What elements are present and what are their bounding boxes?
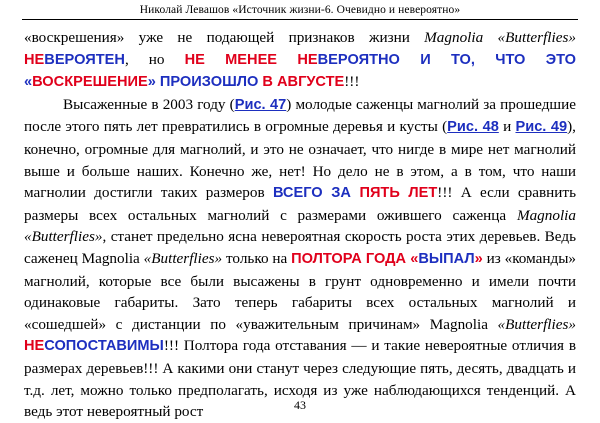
paragraph-1 <box>24 27 576 94</box>
figure-link-47[interactable]: Рис. 47 <box>234 96 287 113</box>
text-run: !!! Полтора года отставания — и такие невероятные отличия в размерах деревьев!!! А какими они станут через следующие пять, десять, двадцать и т.д. лет, можно только предполагать, исходя из уже наблюдающихся тенденций. А ведь этот невероятный рост <box>24 337 576 421</box>
highlight-blue: » ПРОИЗОШЛО <box>147 74 263 91</box>
highlight-blue: ВЕРОЯТНО И ТО, ЧТО ЭТО « <box>24 51 576 91</box>
page-body <box>24 27 576 423</box>
running-header: Николай Левашов «Источник жизни-6. Очевидно и невероятно» <box>139 4 461 16</box>
highlight-red: НЕ <box>24 51 45 68</box>
paragraph-2 <box>24 94 576 423</box>
highlight-red: ВОСКРЕШЕНИЕ <box>32 74 148 91</box>
text-run: из «команды» магнолий, которые все были высажены в грунт одновременно и имели почти одинаковые габариты. Зато теперь габариты всех остальных магнолий и «сошедшей» с дистанции по «уважительным причинам» Magnolia <box>24 249 577 333</box>
text-run: «воскрешения» уже не подающей признаков жизни <box>24 29 425 46</box>
text-run: , станет предельно ясна невероятная скорость роста этих деревьев. Ведь саженец Magnolia <box>24 228 576 267</box>
highlight-red: » <box>474 250 483 267</box>
figure-link-48[interactable]: Рис. 48 <box>447 119 499 136</box>
text-run: !!! А если сравнить размеры всех остальных магнолий с размерами ожившего саженца <box>24 184 576 224</box>
highlight-blue: ВСЕГО ЗА <box>272 185 360 202</box>
highlight-red: В АВГУСТЕ <box>262 74 345 91</box>
highlight-red: НЕ <box>24 338 45 355</box>
highlight-blue: СОПОСТАВИМЫ <box>44 338 164 355</box>
page-number: 43 <box>294 398 306 412</box>
italic-run: «Butterflies» <box>143 249 223 267</box>
text-run: и <box>498 118 516 136</box>
header-divider <box>22 19 578 20</box>
italic-run: «Butterflies» <box>497 315 576 333</box>
text-run: ), конечно, огромные для магнолий, и это не означает, что нигде в мире нет магнолий выше и больше наших. Конечно же, нет! Но дело не в этом, а в том, что наши магнолии достигли таких размеров <box>24 118 576 202</box>
italic-run: Magnolia «Butterflies» <box>424 29 576 46</box>
figure-link-49[interactable]: Рис. 49 <box>515 119 568 136</box>
text-run: Высаженные в 2003 году ( <box>63 95 235 113</box>
text-run: !!! <box>344 73 360 91</box>
highlight-blue: ВЫПАЛ <box>418 250 475 267</box>
text-run: только на <box>222 249 292 267</box>
highlight-red: ПОЛТОРА ГОДА « <box>291 250 419 267</box>
highlight-blue: ВЕРОЯТЕН <box>44 51 125 68</box>
italic-run: Magnolia «Butterflies» <box>24 206 576 246</box>
text-run: , но <box>124 50 185 68</box>
highlight-red: ПЯТЬ ЛЕТ <box>359 185 438 202</box>
text-run: ) молодые саженцы магнолий за прошедшие после этого пять лет превратились в огромные деревья и кусты ( <box>24 95 576 136</box>
highlight-red: НЕ МЕНЕЕ НЕ <box>184 51 318 68</box>
